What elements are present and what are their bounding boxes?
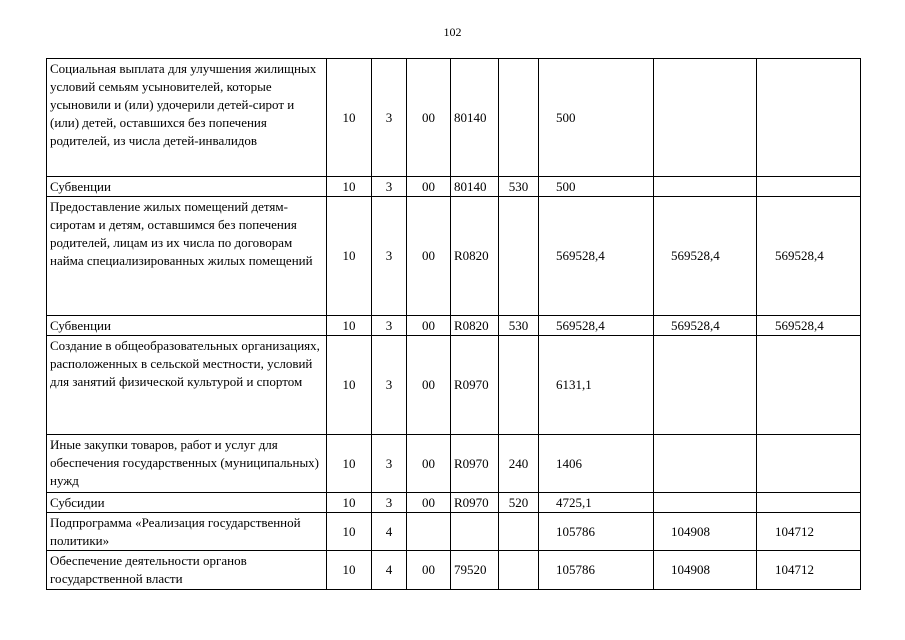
program-cell: 00 [407, 435, 451, 493]
program-cell: 00 [407, 493, 451, 513]
amount-2-cell: 104908 [654, 513, 757, 551]
amount-2-cell: 104908 [654, 551, 757, 590]
code-cell: 80140 [451, 59, 499, 177]
amount-2-cell [654, 493, 757, 513]
amount-3-cell: 569528,4 [757, 316, 861, 336]
code-cell: R0820 [451, 316, 499, 336]
amount-3-cell: 104712 [757, 551, 861, 590]
subsection-cell: 3 [372, 435, 407, 493]
amount-3-cell: 104712 [757, 513, 861, 551]
amount-1-cell: 105786 [539, 513, 654, 551]
expense-type-cell [499, 197, 539, 316]
expense-type-cell [499, 59, 539, 177]
table-row [47, 59, 861, 177]
table-row [47, 551, 861, 590]
table-row [47, 336, 861, 435]
amount-1-cell: 105786 [539, 551, 654, 590]
code-cell: 80140 [451, 177, 499, 197]
row-description: Субсидии [47, 493, 327, 513]
subsection-cell: 3 [372, 316, 407, 336]
amount-3-cell [757, 336, 861, 435]
section-cell: 10 [327, 59, 372, 177]
table-row [47, 513, 861, 551]
table-row [47, 197, 861, 316]
subsection-cell: 3 [372, 59, 407, 177]
code-cell: R0970 [451, 336, 499, 435]
amount-1-cell: 500 [539, 177, 654, 197]
code-cell: R0970 [451, 435, 499, 493]
amount-2-cell: 569528,4 [654, 316, 757, 336]
table-row [47, 493, 861, 513]
program-cell: 00 [407, 316, 451, 336]
amount-3-cell [757, 493, 861, 513]
amount-3-cell: 569528,4 [757, 197, 861, 316]
row-description: Обеспечение деятельности органов государственной власти [47, 551, 327, 590]
budget-table [46, 58, 861, 590]
subsection-cell: 3 [372, 197, 407, 316]
program-cell: 00 [407, 197, 451, 316]
row-description: Субвенции [47, 177, 327, 197]
row-description: Иные закупки товаров, работ и услуг для обеспечения государственных (муниципальных) нужд [47, 435, 327, 493]
amount-2-cell [654, 59, 757, 177]
amount-2-cell [654, 435, 757, 493]
subsection-cell: 3 [372, 493, 407, 513]
expense-type-cell: 520 [499, 493, 539, 513]
amount-1-cell: 6131,1 [539, 336, 654, 435]
amount-1-cell: 569528,4 [539, 316, 654, 336]
section-cell: 10 [327, 316, 372, 336]
expense-type-cell [499, 513, 539, 551]
amount-2-cell [654, 336, 757, 435]
program-cell: 00 [407, 336, 451, 435]
subsection-cell: 4 [372, 513, 407, 551]
section-cell: 10 [327, 336, 372, 435]
expense-type-cell: 530 [499, 177, 539, 197]
expense-type-cell [499, 551, 539, 590]
code-cell: R0970 [451, 493, 499, 513]
code-cell: R0820 [451, 197, 499, 316]
amount-1-cell: 569528,4 [539, 197, 654, 316]
program-cell [407, 513, 451, 551]
program-cell: 00 [407, 177, 451, 197]
program-cell: 00 [407, 551, 451, 590]
page-number: 102 [443, 25, 462, 39]
row-description: Предоставление жилых помещений детям-сиротам и детям, оставшимся без попечения родителей, лицам из их числа по договорам найма специализированных жилых помещений [47, 197, 327, 316]
section-cell: 10 [327, 493, 372, 513]
section-cell: 10 [327, 435, 372, 493]
row-description: Подпрограмма «Реализация государственной политики» [47, 513, 327, 551]
table-row [47, 435, 861, 493]
expense-type-cell: 530 [499, 316, 539, 336]
subsection-cell: 3 [372, 336, 407, 435]
row-description: Социальная выплата для улучшения жилищных условий семьям усыновителей, которые усыновили и (или) удочерили детей-сирот и (или) детей, оставшихся без попечения родителей, из числа детей-инвалидов [47, 59, 327, 177]
row-description: Субвенции [47, 316, 327, 336]
section-cell: 10 [327, 551, 372, 590]
amount-3-cell [757, 59, 861, 177]
subsection-cell: 3 [372, 177, 407, 197]
expense-type-cell: 240 [499, 435, 539, 493]
code-cell [451, 513, 499, 551]
program-cell: 00 [407, 59, 451, 177]
amount-2-cell: 569528,4 [654, 197, 757, 316]
code-cell: 79520 [451, 551, 499, 590]
amount-2-cell [654, 177, 757, 197]
amount-1-cell: 1406 [539, 435, 654, 493]
section-cell: 10 [327, 177, 372, 197]
amount-1-cell: 500 [539, 59, 654, 177]
section-cell: 10 [327, 513, 372, 551]
amount-1-cell: 4725,1 [539, 493, 654, 513]
amount-3-cell [757, 177, 861, 197]
row-description: Создание в общеобразовательных организациях, расположенных в сельской местности, условий для занятий физической культурой и спортом [47, 336, 327, 435]
amount-3-cell [757, 435, 861, 493]
table-row [47, 177, 861, 197]
table-row [47, 316, 861, 336]
section-cell: 10 [327, 197, 372, 316]
subsection-cell: 4 [372, 551, 407, 590]
expense-type-cell [499, 336, 539, 435]
